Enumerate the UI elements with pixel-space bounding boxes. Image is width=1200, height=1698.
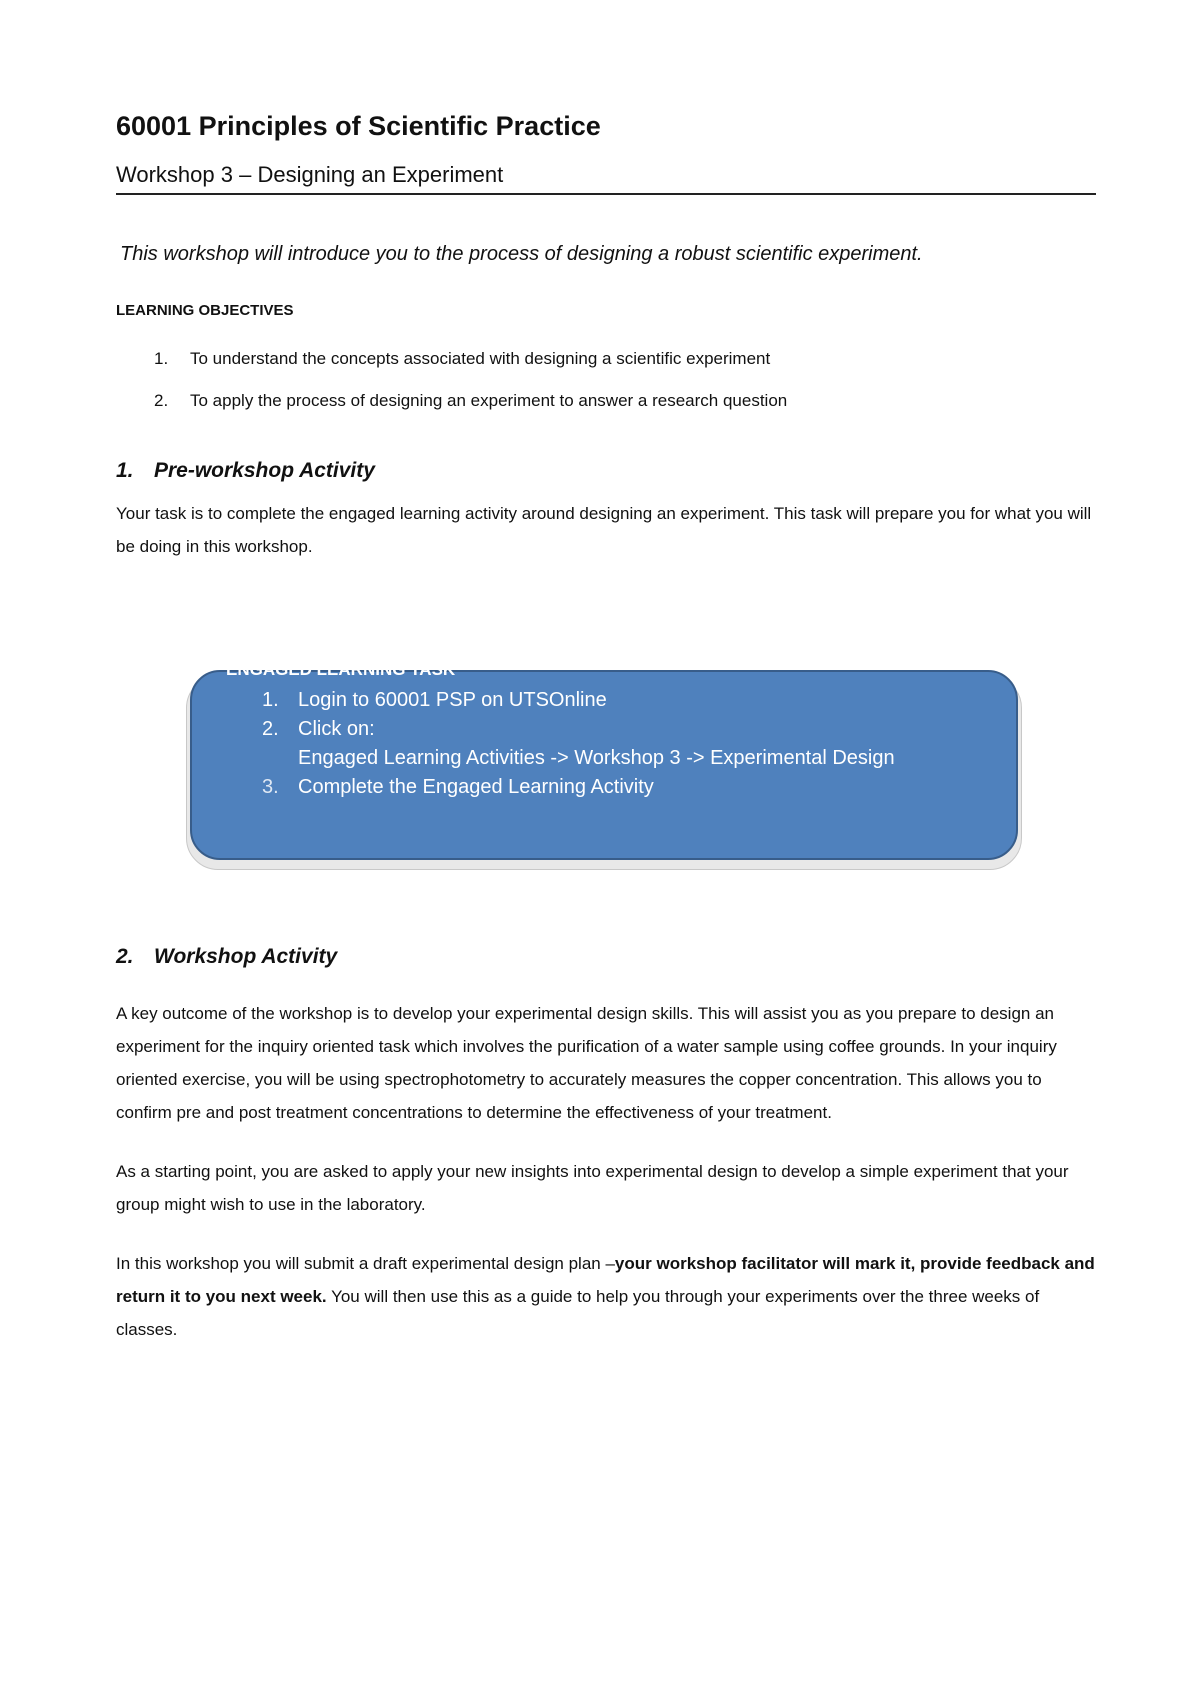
callout-step-text: Click on: <box>298 718 375 740</box>
objective-text: To understand the concepts associated with designing a scientific experiment <box>190 348 771 368</box>
callout-step <box>262 686 895 715</box>
section2-title: Workshop Activity <box>154 945 338 968</box>
section2-block <box>116 945 1096 1346</box>
objectives-list <box>116 349 1096 411</box>
objective-text: To apply the process of designing an experiment to answer a research question <box>190 390 788 410</box>
document-title: 60001 Principles of Scientific Practice <box>116 111 601 141</box>
callout-box <box>190 660 1018 860</box>
section2-paragraph-1: A key outcome of the workshop is to develop your experimental design skills. This will assist you as you prepare to design an experiment for the inquiry oriented task which involves the purification of a water sample using coffee grounds. In your inquiry oriented exercise, you will be using spectrophotometry to accurately measures the copper concentration. This allows you to confirm pre and post treatment concentrations to determine the effectiveness of your treatment. <box>116 1004 1057 1122</box>
objective-item <box>154 349 1096 369</box>
para3-start: In this workshop you will submit a draft experimental design plan – <box>116 1254 615 1273</box>
callout-step-text: Engaged Learning Activities -> Workshop 3 -> Experimental Design <box>298 747 895 769</box>
section1-number: 1. <box>116 458 134 482</box>
section1-body: Your task is to complete the engaged learning activity around designing an experiment. This task will prepare you for what you will be doing in this workshop. <box>116 503 1092 556</box>
objective-number: 2. <box>154 390 169 410</box>
document-page <box>116 110 1096 563</box>
callout-step-number <box>262 744 298 773</box>
callout-step-number: 1. <box>262 689 279 711</box>
callout-title: ENGAGED LEARNING TASK <box>226 660 456 679</box>
callout-step-number: 2. <box>262 718 279 740</box>
intro-text: This workshop will introduce you to the process of designing a robust scientific experiment. <box>120 242 923 265</box>
objective-item <box>154 391 1096 411</box>
section1-title: Pre-workshop Activity <box>154 458 375 482</box>
callout-step-number: 3. <box>262 776 279 798</box>
document-subtitle: Workshop 3 – Designing an Experiment <box>116 162 1096 194</box>
para3-end: You will then use this as a guide to help you through your experiments over the three weeks of classes. <box>116 1287 1040 1339</box>
objectives-heading: LEARNING OBJECTIVES <box>116 301 294 319</box>
engaged-learning-callout <box>186 660 1022 870</box>
section2-paragraph-2: As a starting point, you are asked to apply your new insights into experimental design to develop a simple experiment that your group might wish to use in the laboratory. <box>116 1162 1069 1214</box>
section2-heading <box>116 945 1096 969</box>
section1-heading <box>116 459 1096 483</box>
callout-step-text: Login to 60001 PSP on UTSOnline <box>298 689 607 711</box>
callout-steps <box>262 686 895 802</box>
section2-paragraph-3 <box>116 1247 1096 1346</box>
callout-step <box>262 773 895 802</box>
section2-number: 2. <box>116 945 134 968</box>
para3-bold: your workshop facilitator will mark it, provide feedback and return it to you next week. <box>116 1254 1095 1306</box>
objective-number: 1. <box>154 348 169 368</box>
callout-step <box>262 715 895 744</box>
callout-step-text: Complete the Engaged Learning Activity <box>298 776 654 798</box>
callout-step <box>262 744 895 773</box>
